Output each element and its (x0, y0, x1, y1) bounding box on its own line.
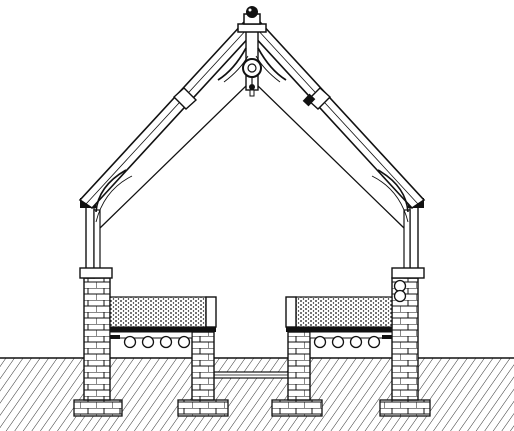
left-bench-soil (110, 297, 206, 327)
heating-pipe-icon (143, 337, 154, 348)
heating-pipe-icon (369, 337, 380, 348)
center-path (214, 372, 290, 378)
heating-pipe-icon (315, 337, 326, 348)
heating-pipe-icon (179, 337, 190, 348)
left-bench-pier (192, 332, 214, 400)
footing-left-bench (178, 400, 228, 416)
heating-pipe-icon (395, 291, 406, 302)
footing-right-bench (272, 400, 322, 416)
right-bench-pier (288, 332, 310, 400)
glazing (100, 82, 404, 228)
eave-brackets (96, 170, 408, 222)
left-wall-pier (84, 278, 110, 400)
right-bench-soil (296, 297, 392, 327)
heating-pipe-icon (161, 337, 172, 348)
left-rafter (80, 22, 252, 208)
footing-left-wall (74, 400, 122, 416)
right-rafter (252, 22, 424, 208)
heating-pipe-icon (125, 337, 136, 348)
ridge-finial-icon (238, 6, 266, 32)
heating-pipe-icon (351, 337, 362, 348)
ground (0, 358, 514, 431)
footing-right-wall (380, 400, 430, 416)
heating-pipe-icon (333, 337, 344, 348)
